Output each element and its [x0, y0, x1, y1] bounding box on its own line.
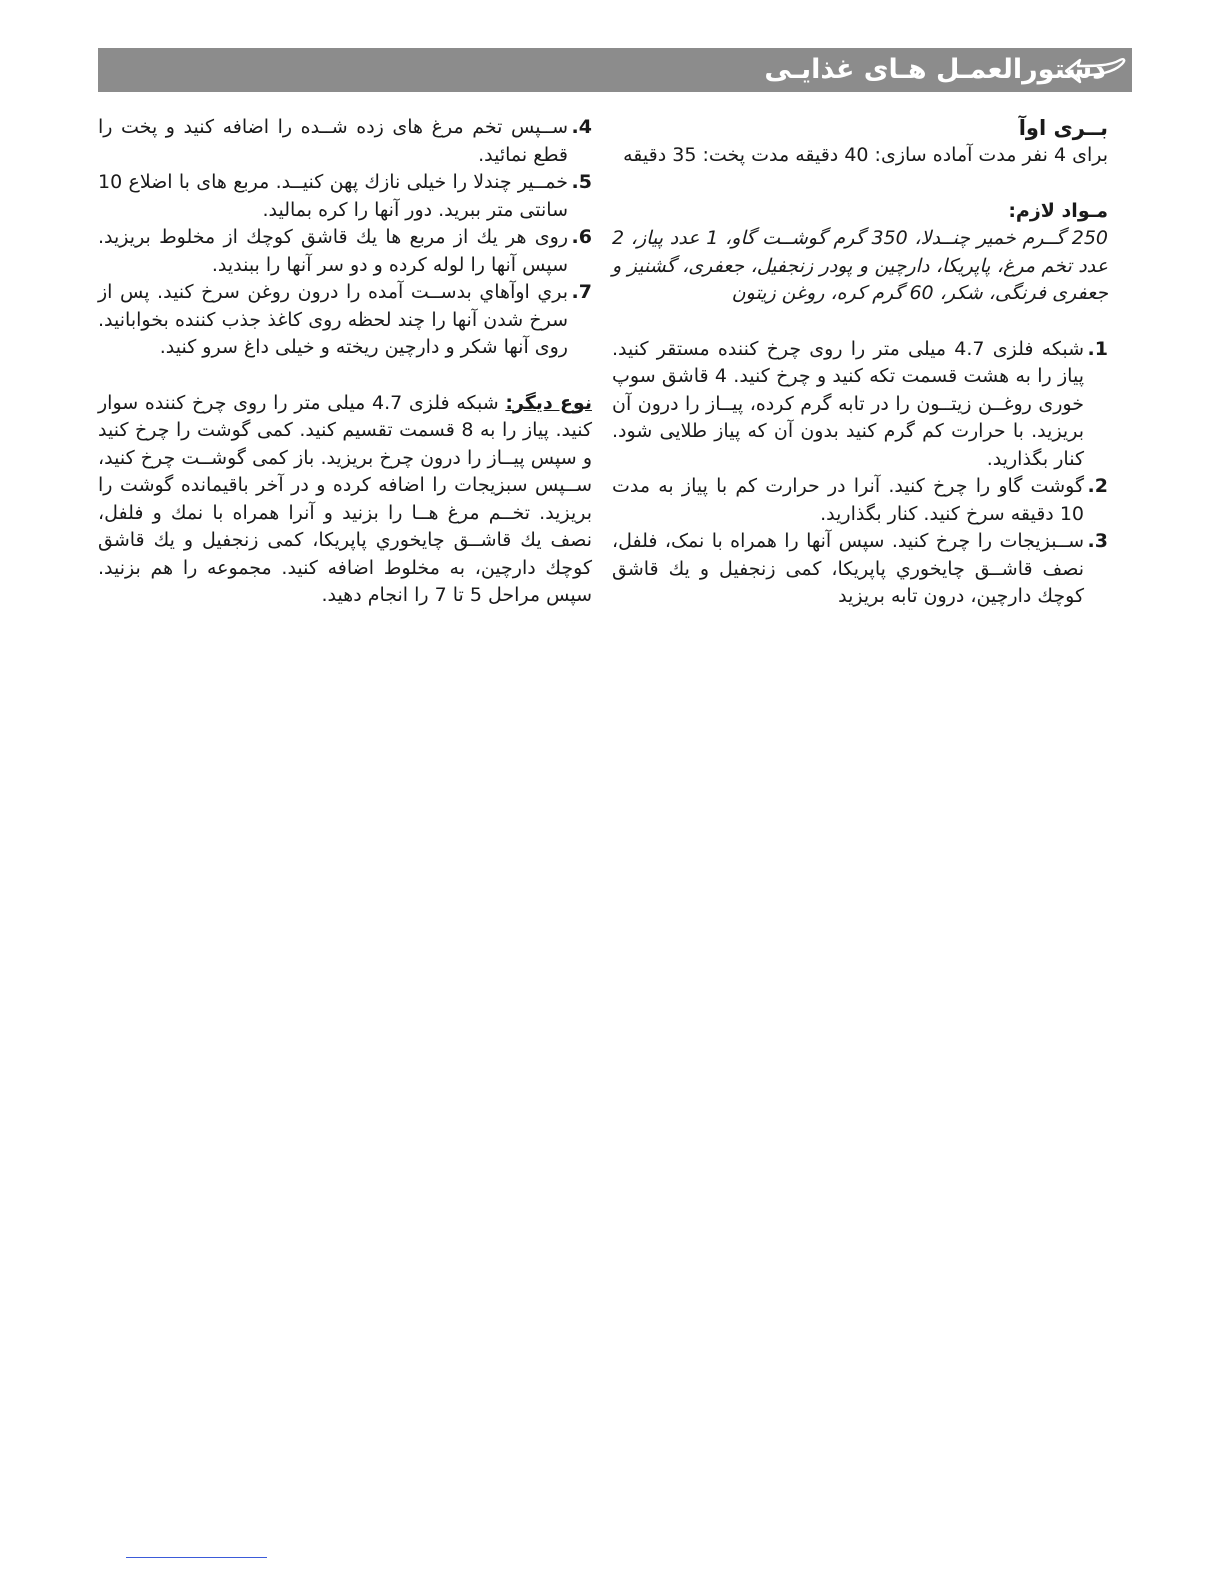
recipe-meta: برای 4 نفر مدت آماده سازی: 40 دقیقه مدت پخت: 35 دقیقه	[623, 144, 1108, 166]
step-item	[98, 114, 592, 169]
step-text: خمــیر چندلا را خیلی نازك پهن کنیــد. مربع های با اضلاع 10 سانتی متر ببرید. دور آنها را کره بمالید.	[98, 171, 568, 221]
steps-list-part2	[98, 114, 592, 362]
step-number: 2.	[1087, 475, 1108, 497]
step-number: 5.	[571, 171, 592, 193]
steps-list-part1	[612, 336, 1108, 611]
step-item	[98, 279, 592, 362]
footnote-divider	[126, 1557, 267, 1558]
step-number: 6.	[571, 226, 592, 248]
step-text: بري اوآهاي بدســت آمده را درون روغن سرخ کنید. پس از سرخ شدن آنها را چند لحظه روی کاغذ جذب کننده بخوابانید. روی آنها شکر و دارچین ریخته و خیلی داغ سرو کنید.	[98, 281, 568, 358]
ingredients-list: 250 گــرم خمیر چنــدلا، 350 گرم گوشــت گاو، 1 عدد پیاز، 2 عدد تخم مرغ، پاپریکا، دارچین و پودر زنجفیل، جعفری، گشنیز و جعفری فرنگی، شکر، 60 گرم کره، روغن زیتون	[612, 227, 1108, 304]
ingredients-heading: مـواد لازم:	[1008, 199, 1108, 222]
step-number: 1.	[1087, 337, 1108, 360]
variation-text: شبکه فلزی 4.7 میلی متر را روی چرخ کننده سوار کنید. پیاز را به 8 قسمت تقسیم کنید. کمی گوشت را چرخ کنید و سپس پیــاز را درون چرخ بریزید. باز کمی گوشــت چرخ کنید، ســپس سبزیجات را اضافه کرده و در آخر باقیمانده گوشت را بریزید. تخــم مرغ هــا را بزنید و آنرا همراه با نمك و فلفل، نصف یك قاشــق چایخوري پاپریکا، کمی زنجفیل و یك قاشق کوچك دارچین، به مخلوط اضافه کنید. مجموعه را هم بزنید. سپس مراحل 5 تا 7 را انجام دهید.	[98, 391, 592, 606]
left-column	[98, 114, 592, 629]
step-item	[612, 336, 1108, 474]
step-number: 3.	[1087, 530, 1108, 552]
step-text: روی هر یك از مربع ها یك قاشق کوچك از مخلوط بریزید. سپس آنها را لوله کرده و دو سر آنها را ببندید.	[98, 226, 568, 276]
step-text: ســبزیجات را چرخ کنید. سپس آنها را همراه با نمک، فلفل، نصف قاشــق چایخوري پاپریکا، کمی زنجفیل و یك قاشق کوچك دارچین، درون تابه بریزید	[612, 530, 1084, 607]
step-text: ســپس تخم مرغ های زده شــده را اضافه کنید و پخت را قطع نمائید.	[98, 116, 568, 166]
step-item	[612, 528, 1108, 611]
step-number: 4.	[571, 116, 592, 138]
recipe-title: بــری اوآ	[1018, 116, 1108, 140]
step-number: 7.	[571, 281, 592, 303]
variation-paragraph	[98, 390, 592, 610]
right-column	[612, 114, 1108, 611]
step-text: شبکه فلزی 4.7 میلی متر را روی چرخ کننده مستقر کنید. پیاز را به هشت قسمت تکه کنید و چرخ کنید. 4 قاشق سوپ خوری روغــن زیتــون را در تابه گرم کرده، پیــاز را درون آن بریزید. با حرارت کم گرم کنید بدون آن که پیاز طلایی شود. کنار بگذارید.	[612, 337, 1084, 470]
variation-label: نوع دیگر:	[505, 391, 592, 414]
step-item	[612, 473, 1108, 528]
step-item	[98, 169, 592, 224]
step-item	[98, 224, 592, 279]
step-text: گوشت گاو را چرخ کنید. آنرا در حرارت کم با پیاز به مدت 10 دقیقه سرخ کنید. کنار بگذارید.	[612, 475, 1084, 525]
page-title: دستورالعمـل هـای غذایـی	[764, 54, 1106, 85]
